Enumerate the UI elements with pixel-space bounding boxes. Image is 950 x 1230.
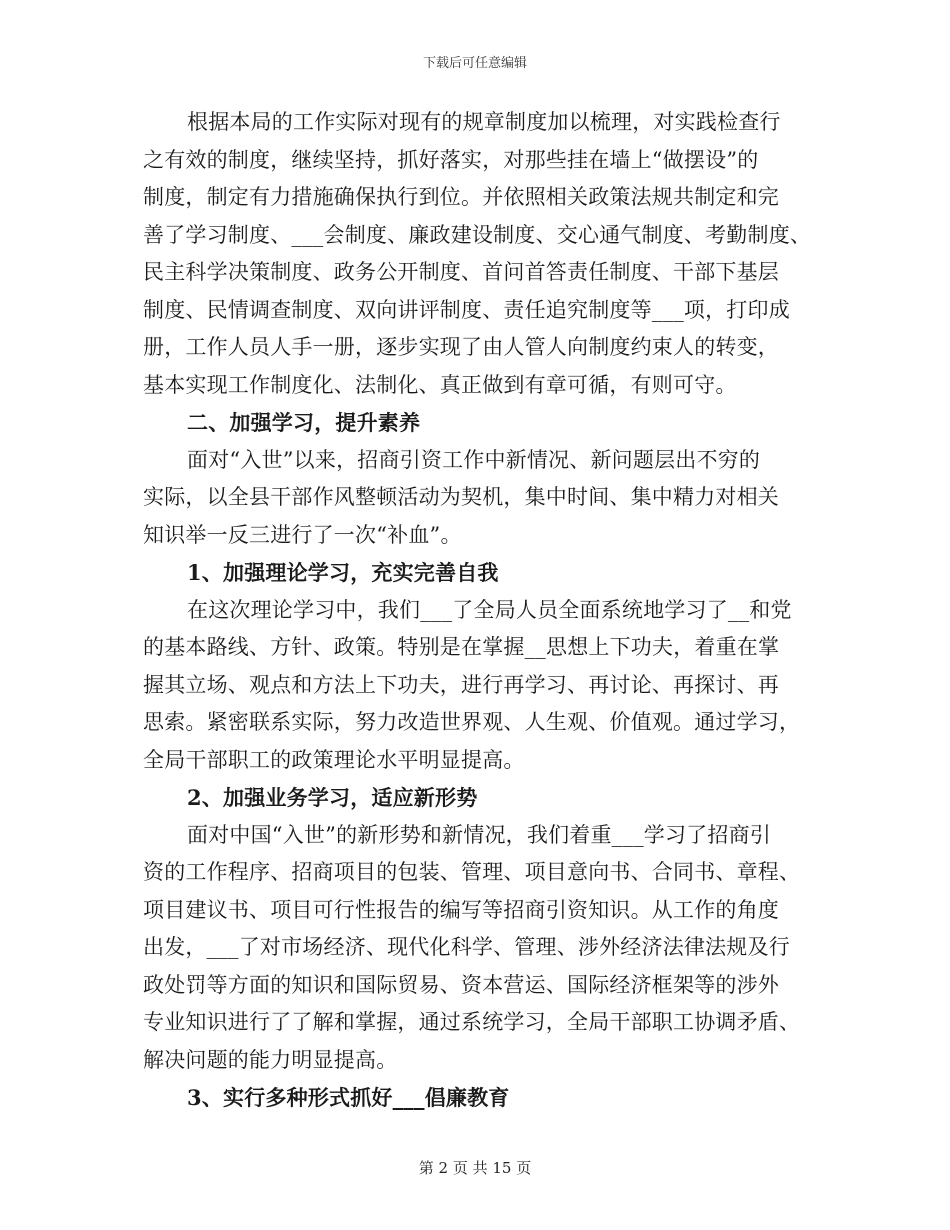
paragraph-line: 基本实现工作制度化、法制化、真正做到有章可循，有则可守。 [143,372,737,397]
paragraph-line: 资的工作程序、招商项目的包装、管理、项目意向书、合同书、章程、 [143,860,801,884]
paragraph-line: 出发，___了对市场经济、现代化科学、管理、涉外经济法律法规及行 [143,935,790,959]
paragraph-line: 项目建议书、项目可行性报告的编写等招商引资知识。从工作的角度 [143,897,779,922]
section-heading: 3、实行多种形式抓好___倡廉教育 [187,1085,510,1110]
paragraph-line: 面对“入世”以来，招商引资工作中新情况、新问题层出不穷的 [187,447,761,472]
page-footer: 第 2 页 共 15 页 [418,1159,532,1177]
section-heading: 二、加强学习，提升素养 [187,410,421,435]
section-heading: 1、加强理论学习，充实完善自我 [187,560,499,585]
paragraph-line: 善了学习制度、___会制度、廉政建设制度、交心通气制度、考勤制度、 [143,222,812,247]
paragraph-line: 知识举一反三进行了一次“补血”。 [143,522,462,547]
paragraph-line: 实际，以全县干部作风整顿活动为契机，集中时间、集中精力对相关 [143,485,779,509]
paragraph-line: 面对中国“入世”的新形势和新情况，我们着重___学习了招商引 [187,822,771,847]
document-body [143,104,823,1117]
page-header: 下载后可任意编辑 [422,56,527,71]
paragraph-line: 制度、民情调查制度、双向讲评制度、责任追究制度等___项，打印成 [143,297,790,322]
paragraph-line: 专业知识进行了了解和掌握，通过系统学习，全局干部职工协调矛盾、 [143,1010,801,1034]
paragraph-line: 解决问题的能力明显提高。 [143,1047,398,1072]
paragraph-line: 思索。紧密联系实际，努力改造世界观、人生观、价值观。通过学习， [143,710,801,734]
paragraph-line: 根据本局的工作实际对现有的规章制度加以梳理，对实践检查行 [187,110,781,134]
paragraph-line: 在这次理论学习中，我们___了全局人员全面系统地学习了__和党 [187,597,792,622]
paragraph-line: 制度，制定有力措施确保执行到位。并依照相关政策法规共制定和完 [143,185,779,209]
paragraph-line: 全局干部职工的政策理论水平明显提高。 [143,747,525,772]
paragraph-line: 民主科学决策制度、政务公开制度、首问首答责任制度、干部下基层 [143,260,779,284]
paragraph-line: 政处罚等方面的知识和国际贸易、资本营运、国际经济框架等的涉外 [143,972,779,997]
paragraph-line: 握其立场、观点和方法上下功夫，进行再学习、再讨论、再探讨、再 [143,672,779,697]
paragraph-line: 册，工作人员人手一册，逐步实现了由人管人向制度约束人的转变， [143,335,779,359]
section-heading: 2、加强业务学习，适应新形势 [187,785,478,810]
paragraph-line: 的基本路线、方针、政策。特别是在掌握__思想上下功夫，着重在掌 [143,635,780,659]
paragraph-line: 之有效的制度，继续坚持，抓好落实，对那些挂在墙上“做摆设”的 [143,147,759,172]
